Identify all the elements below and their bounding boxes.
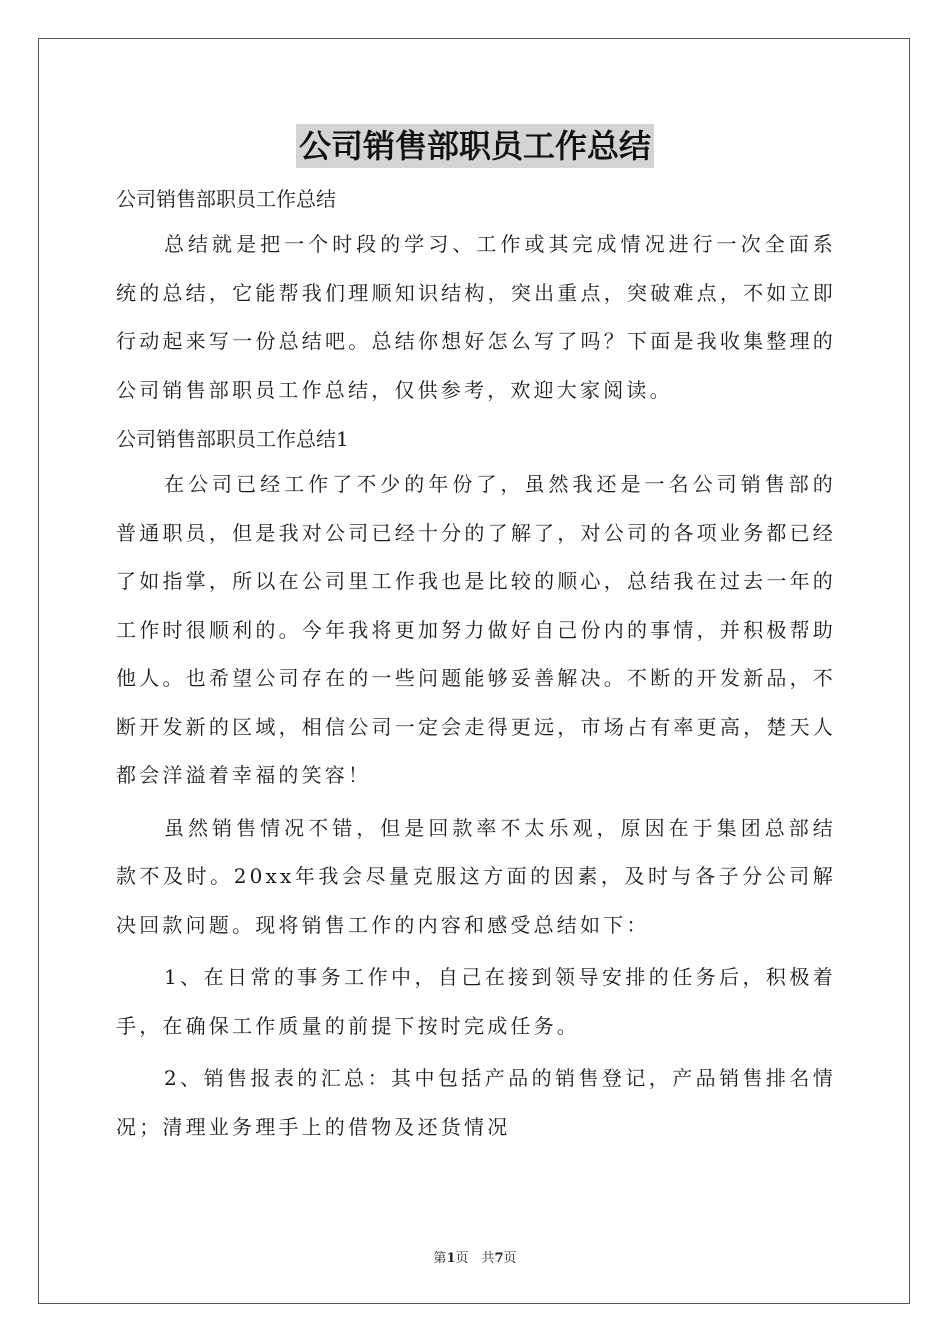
list-paragraph: 2、销售报表的汇总：其中包括产品的销售登记，产品销售排名情况；清理业务理手上的借物及还货情况	[116, 1066, 836, 1139]
document-body	[116, 178, 836, 1155]
body-paragraph: 在公司已经工作了不少的年份了，虽然我还是一名公司销售部的普通职员，但是我对公司已经十分的了解了，对公司的各项业务都已经了如指掌，所以在公司里工作我也是比较的顺心，总结我在过去一年的工作时很顺利的。今年我将更加努力做好自己份内的事情，并积极帮助他人。也希望公司存在的一些问题能够妥善解决。不断的开发新品，不断开发新的区域，相信公司一定会走得更远，市场占有率更高，楚天人都会洋溢着幸福的笑容！	[116, 472, 836, 787]
page-prefix: 第	[433, 1251, 447, 1266]
title-container	[0, 124, 950, 168]
body-paragraph: 虽然销售情况不错，但是回款率不太乐观，原因在于集团总部结款不及时。20xx年我会尽量克服这方面的因素，及时与各子分公司解决回款问题。现将销售工作的内容和感受总结如下：	[116, 815, 836, 937]
page-current: 1	[446, 1251, 456, 1266]
page-total: 7	[494, 1251, 504, 1266]
page-footer	[0, 1247, 950, 1266]
document-title: 公司销售部职员工作总结	[296, 124, 654, 168]
page-suffix: 页 共	[455, 1251, 495, 1266]
subtitle: 公司销售部职员工作总结	[116, 187, 336, 211]
section-heading: 公司销售部职员工作总结1	[116, 427, 349, 451]
list-paragraph: 1、在日常的事务工作中，自己在接到领导安排的任务后，积极着手，在确保工作质量的前提下按时完成任务。	[116, 965, 836, 1038]
page-end: 页	[503, 1251, 517, 1266]
intro-paragraph: 总结就是把一个时段的学习、工作或其完成情况进行一次全面系统的总结，它能帮我们理顺知识结构，突出重点，突破难点，不如立即行动起来写一份总结吧。总结你想好怎么写了吗？下面是我收集整理的公司销售部职员工作总结，仅供参考，欢迎大家阅读。	[116, 232, 836, 402]
